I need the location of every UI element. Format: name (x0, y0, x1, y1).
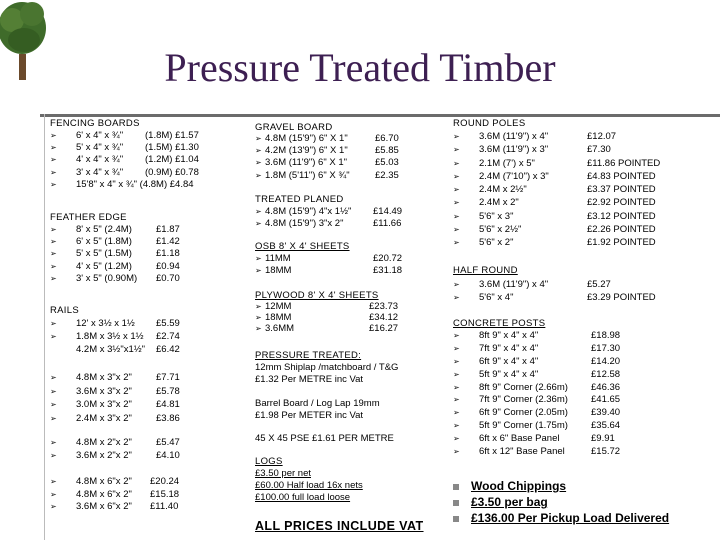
fencing-header: FENCING BOARDS (50, 118, 140, 129)
plywood-price: £23.73 (369, 301, 399, 312)
concrete-posts-size: 5ft 9" x 4" x 4" (479, 368, 539, 380)
feather-edge-price: £1.42 (156, 236, 180, 248)
rails-price: £20.24 (150, 476, 180, 487)
rails-row (50, 330, 240, 343)
bullet-arrow-icon: ➢ (453, 132, 460, 141)
bullet-arrow-icon: ➢ (50, 273, 57, 283)
rails-row (50, 343, 240, 356)
osb-header: OSB 8' X 4' SHEETS (255, 241, 350, 252)
feather-edge-row (50, 224, 225, 236)
gravel-board-row (255, 157, 445, 169)
feather-edge-row (50, 273, 225, 285)
rails-list-1 (50, 317, 240, 356)
half-round-list (453, 278, 718, 304)
bullet-arrow-icon: ➢ (50, 373, 57, 382)
concrete-posts-price: £41.65 (591, 394, 621, 406)
rails-size: 4.2M x 3½"x1½" (76, 344, 146, 355)
wood-chippings-text: £136.00 Per Pickup Load Delivered (471, 511, 670, 525)
round-poles-price: £3.37 POINTED (587, 184, 656, 196)
treated-planed-price: £11.66 (373, 218, 402, 230)
feather-edge-price: £0.70 (156, 272, 180, 284)
round-poles-price: £11.86 POINTED (587, 157, 661, 169)
plywood-price: £34.12 (369, 312, 399, 323)
square-bullet-icon (453, 500, 459, 506)
concrete-posts-size: 6ft x 6" Base Panel (479, 433, 560, 445)
round-poles-size: 3.6M (11'9") x 4" (479, 131, 549, 142)
osb-list (255, 253, 445, 277)
half-round-size: 5'6" x 4" (479, 292, 514, 303)
round-poles-size: 2.4M (7'10") x 3" (479, 170, 549, 182)
half-round-price: £3.29 POINTED (587, 292, 656, 303)
fencing-price: (1.5M) £1.30 (145, 142, 199, 154)
round-poles-price: £7.30 (587, 144, 611, 156)
title-divider (40, 114, 720, 117)
rails-price: £4.10 (156, 450, 180, 461)
concrete-posts-price: £15.72 (591, 446, 621, 458)
square-bullet-icon (453, 484, 459, 490)
wood-chippings-text: £3.50 per bag (471, 495, 548, 509)
feather-edge-size: 4' x 5" (1.2M) (76, 260, 132, 272)
rails-header: RAILS (50, 305, 79, 316)
logs-net-price: £3.50 per net (255, 468, 311, 479)
rails-price: £5.78 (156, 385, 180, 397)
concrete-posts-row (453, 330, 718, 343)
rails-row (50, 317, 240, 330)
concrete-posts-size: 6ft 9" Corner (2.05m) (479, 407, 568, 419)
gravel-board-size: 1.8M (5'11") 6" X ¾" (265, 169, 350, 181)
rails-size: 4.8M x 3"x 2" (76, 372, 132, 383)
bullet-arrow-icon: ➢ (453, 343, 460, 353)
osb-size: 18MM (265, 265, 292, 277)
round-poles-row (453, 223, 718, 236)
gravel-board-price: £2.35 (375, 169, 399, 181)
bullet-arrow-icon: ➢ (453, 369, 460, 379)
rails-row (50, 501, 240, 514)
page-title: Pressure Treated Timber (164, 45, 556, 90)
osb-price: £20.72 (373, 253, 403, 264)
osb-row (255, 265, 445, 277)
gravel-board-price: £5.85 (375, 145, 399, 157)
round-poles-size: 2.1M (7') x 5" (479, 157, 535, 169)
bullet-arrow-icon: ➢ (50, 400, 57, 409)
round-poles-list (453, 130, 718, 250)
logs-full-load: £100.00 full load loose (255, 492, 351, 503)
fencing-row (50, 154, 225, 166)
gravel-board-list (255, 133, 445, 182)
round-poles-price: £12.07 (587, 131, 617, 142)
fencing-size: 15'8" x 4" x ¾" (4.8M) £4.84 (76, 178, 194, 190)
rails-size: 12' x 3½ x 1½ (76, 318, 135, 329)
bullet-arrow-icon: ➢ (453, 158, 460, 168)
square-bullet-icon (453, 516, 459, 522)
barrel-board-line: Barrel Board / Log Lap 19mm (255, 398, 380, 409)
gravel-board-row (255, 170, 445, 182)
concrete-posts-size: 6ft x 12" Base Panel (479, 446, 565, 458)
logs-header: LOGS (255, 456, 283, 467)
rails-row (50, 398, 240, 412)
gravel-board-price: £5.03 (375, 157, 399, 169)
rails-size: 2.4M x 3"x 2" (76, 412, 132, 424)
rails-price: £11.40 (150, 501, 179, 512)
half-round-price: £5.27 (587, 279, 611, 290)
rails-price: £6.42 (156, 344, 180, 355)
concrete-posts-size: 7ft 9" x 4" x 4" (479, 342, 539, 354)
fencing-row (50, 179, 225, 191)
treated-planed-header: TREATED PLANED (255, 194, 344, 205)
wood-chippings-item (453, 494, 718, 510)
half-round-size: 3.6M (11'9") x 4" (479, 279, 549, 290)
fencing-price: (1.8M) £1.57 (145, 130, 199, 141)
feather-edge-size: 6' x 5" (1.8M) (76, 236, 132, 248)
bullet-arrow-icon: ➢ (255, 313, 262, 322)
feather-edge-price: £1.87 (156, 224, 180, 235)
feather-edge-row (50, 261, 225, 273)
bullet-arrow-icon: ➢ (453, 185, 460, 195)
round-poles-price: £2.26 POINTED (587, 224, 656, 236)
bullet-arrow-icon: ➢ (453, 198, 460, 208)
rails-list-4 (50, 476, 240, 514)
gravel-board-row (255, 145, 445, 157)
concrete-posts-row (453, 382, 718, 395)
treated-planed-row (255, 218, 445, 230)
bullet-arrow-icon: ➢ (453, 447, 460, 457)
fencing-size: 4' x 4" x ¾" (76, 154, 124, 166)
bullet-arrow-icon: ➢ (453, 145, 460, 155)
bullet-arrow-icon: ➢ (50, 413, 57, 423)
bullet-arrow-icon: ➢ (255, 134, 262, 143)
rails-size: 3.0M x 3"x 2" (76, 399, 132, 410)
fencing-row (50, 142, 225, 154)
round-poles-size: 5'6" x 2" (479, 237, 514, 249)
feather-edge-size: 8' x 5" (2.4M) (76, 224, 132, 235)
pse-line: 45 X 45 PSE £1.61 PER METRE (255, 433, 394, 444)
bullet-arrow-icon: ➢ (50, 332, 57, 341)
wood-chippings-list (453, 478, 718, 526)
bullet-arrow-icon: ➢ (453, 280, 460, 289)
concrete-posts-row (453, 420, 718, 433)
fencing-price: (0.9M) £0.78 (145, 166, 199, 178)
fencing-size: 5' x 4" x ¾" (76, 142, 124, 154)
bullet-arrow-icon: ➢ (50, 179, 57, 189)
osb-row (255, 253, 445, 265)
feather-edge-size: 3' x 5" (0.90M) (76, 272, 138, 284)
concrete-posts-row (453, 407, 718, 420)
round-poles-row (453, 183, 718, 196)
rails-list-3 (50, 436, 240, 462)
half-round-header: HALF ROUND (453, 265, 518, 276)
fencing-list (50, 130, 225, 191)
concrete-posts-price: £9.91 (591, 433, 615, 445)
bullet-arrow-icon: ➢ (453, 171, 460, 181)
round-poles-size: 2.4M x 2½" (479, 184, 527, 196)
rails-row (50, 385, 240, 399)
plywood-price: £16.27 (369, 323, 399, 334)
concrete-posts-price: £35.64 (591, 420, 621, 432)
round-poles-size: 2.4M x 2" (479, 197, 519, 209)
bullet-arrow-icon: ➢ (453, 421, 460, 431)
bullet-arrow-icon: ➢ (50, 143, 57, 153)
bullet-arrow-icon: ➢ (453, 238, 460, 248)
round-poles-size: 3.6M (11'9") x 3" (479, 144, 549, 156)
round-poles-row (453, 210, 718, 223)
bullet-arrow-icon: ➢ (453, 434, 460, 444)
concrete-posts-row (453, 369, 718, 382)
treated-planed-list (255, 206, 445, 230)
rails-price: £3.86 (156, 412, 180, 424)
rails-price: £2.74 (156, 331, 180, 342)
rails-size: 4.8M x 2"x 2" (76, 437, 132, 448)
concrete-posts-row (453, 343, 718, 356)
rails-size: 3.6M x 2"x 2" (76, 450, 132, 461)
bullet-arrow-icon: ➢ (50, 438, 57, 447)
bullet-arrow-icon: ➢ (453, 356, 460, 366)
concrete-posts-size: 8ft 9" x 4" x 4" (479, 330, 539, 341)
bullet-arrow-icon: ➢ (453, 395, 460, 405)
plywood-header: PLYWOOD 8' X 4' SHEETS (255, 290, 379, 301)
bullet-arrow-icon: ➢ (255, 266, 262, 276)
concrete-posts-price: £14.20 (591, 355, 621, 367)
bullet-arrow-icon: ➢ (50, 167, 57, 177)
gravel-board-size: 4.2M (13'9") 6" X 1" (265, 145, 348, 157)
concrete-posts-size: 7ft 9" Corner (2.36m) (479, 394, 568, 406)
bullet-arrow-icon: ➢ (255, 302, 262, 311)
round-poles-price: £1.92 POINTED (587, 237, 656, 249)
concrete-posts-price: £18.98 (591, 330, 621, 341)
round-poles-size: 5'6" x 2½" (479, 224, 522, 236)
bullet-arrow-icon: ➢ (453, 331, 460, 340)
round-poles-row (453, 130, 718, 143)
bullet-arrow-icon: ➢ (255, 219, 262, 229)
round-poles-row (453, 157, 718, 170)
concrete-posts-row (453, 433, 718, 446)
bullet-arrow-icon: ➢ (255, 254, 262, 263)
wood-chippings-item (453, 478, 718, 494)
bullet-arrow-icon: ➢ (50, 386, 57, 396)
rails-row (50, 449, 240, 462)
plywood-size: 12MM (265, 301, 292, 312)
plywood-row (255, 301, 445, 312)
concrete-posts-row (453, 356, 718, 369)
rails-row (50, 371, 240, 385)
osb-size: 11MM (265, 253, 291, 264)
half-round-row (453, 291, 718, 304)
treated-planed-size: 4.8M (15'9") 4"x 1½" (265, 206, 352, 217)
bullet-arrow-icon: ➢ (50, 225, 57, 234)
treated-planed-price: £14.49 (373, 206, 403, 217)
concrete-posts-list (453, 330, 718, 459)
bullet-arrow-icon: ➢ (453, 382, 460, 392)
barrel-board-price: £1.98 Per METER inc Vat (255, 410, 364, 421)
fencing-size: 3' x 4" x ¾" (76, 166, 124, 178)
concrete-posts-size: 5ft 9" Corner (1.75m) (479, 420, 568, 432)
rails-row (50, 436, 240, 449)
left-margin-line (44, 114, 45, 540)
rails-price: £7.71 (156, 372, 180, 383)
bullet-arrow-icon: ➢ (50, 451, 57, 460)
fencing-size: 6' x 4" x ¾" (76, 130, 124, 141)
plywood-list (255, 301, 445, 334)
feather-edge-row (50, 236, 225, 248)
treated-planed-row (255, 206, 445, 218)
bullet-arrow-icon: ➢ (50, 249, 57, 259)
concrete-posts-row (453, 446, 718, 459)
feather-edge-list (50, 224, 225, 285)
concrete-posts-price: £17.30 (591, 342, 621, 354)
bullet-arrow-icon: ➢ (50, 319, 57, 328)
round-poles-row (453, 170, 718, 183)
rails-size: 3.6M x 6"x 2" (76, 501, 132, 512)
fencing-price: (1.2M) £1.04 (145, 154, 199, 166)
feather-edge-row (50, 248, 225, 260)
rails-list-2 (50, 371, 240, 425)
gravel-board-price: £6.70 (375, 133, 399, 144)
plywood-row (255, 312, 445, 323)
plywood-size: 18MM (265, 312, 292, 323)
feather-edge-size: 5' x 5" (1.5M) (76, 248, 132, 260)
rails-row (50, 489, 240, 502)
osb-price: £31.18 (373, 265, 403, 277)
vat-note: ALL PRICES INCLUDE VAT (255, 519, 424, 533)
rails-row (50, 476, 240, 489)
rails-price: £4.81 (156, 399, 180, 410)
plywood-size: 3.6MM (265, 323, 295, 334)
rails-size: 4.8M x 6"x 2" (76, 476, 132, 487)
round-poles-price: £2.92 POINTED (587, 197, 656, 209)
concrete-posts-price: £46.36 (591, 381, 621, 393)
bullet-arrow-icon: ➢ (255, 170, 262, 180)
bullet-arrow-icon: ➢ (255, 324, 262, 333)
round-poles-row (453, 236, 718, 249)
feather-edge-price: £0.94 (156, 260, 180, 272)
concrete-posts-price: £39.40 (591, 407, 621, 419)
plywood-row (255, 323, 445, 334)
rails-size: 3.6M x 3"x 2" (76, 385, 132, 397)
bullet-arrow-icon: ➢ (50, 237, 57, 247)
gravel-board-size: 3.6M (11'9") 6" X 1" (265, 157, 347, 169)
round-poles-row (453, 143, 718, 156)
bullet-arrow-icon: ➢ (50, 261, 57, 271)
round-poles-row (453, 196, 718, 209)
rails-price: £5.47 (156, 437, 180, 448)
bullet-arrow-icon: ➢ (50, 477, 57, 486)
rails-size: 1.8M x 3½ x 1½ (76, 331, 144, 342)
treated-planed-size: 4.8M (15'9") 3"x 2" (265, 218, 344, 230)
bullet-arrow-icon: ➢ (50, 155, 57, 165)
bullet-arrow-icon: ➢ (453, 211, 460, 221)
round-poles-header: ROUND POLES (453, 118, 526, 129)
pressure-treated-header: PRESSURE TREATED: (255, 350, 362, 361)
fencing-row (50, 130, 225, 142)
half-round-row (453, 278, 718, 291)
rails-price: £5.59 (156, 318, 180, 329)
concrete-posts-price: £12.58 (591, 368, 621, 380)
feather-edge-price: £1.18 (156, 248, 180, 260)
rails-row (50, 412, 240, 426)
feather-edge-header: FEATHER EDGE (50, 212, 127, 223)
concrete-posts-header: CONCRETE POSTS (453, 318, 546, 329)
rails-price: £15.18 (150, 488, 180, 500)
bullet-arrow-icon: ➢ (453, 293, 460, 302)
round-poles-price: £4.83 POINTED (587, 170, 656, 182)
gravel-board-row (255, 133, 445, 145)
shiplap-price: £1.32 Per METRE inc Vat (255, 374, 364, 385)
logs-half-load: £60.00 Half load 16x nets (255, 480, 363, 491)
rails-size: 4.8M x 6"x 2" (76, 488, 132, 500)
round-poles-size: 5'6" x 3" (479, 210, 514, 222)
concrete-posts-row (453, 394, 718, 407)
wood-chippings-item (453, 510, 718, 526)
wood-chippings-text: Wood Chippings (471, 479, 567, 493)
gravel-board-size: 4.8M (15'9") 6" X 1" (265, 133, 348, 144)
round-poles-price: £3.12 POINTED (587, 210, 656, 222)
bullet-arrow-icon: ➢ (255, 207, 262, 216)
bullet-arrow-icon: ➢ (50, 131, 57, 140)
bullet-arrow-icon: ➢ (255, 158, 262, 168)
bullet-arrow-icon: ➢ (255, 146, 262, 156)
bullet-arrow-icon: ➢ (453, 408, 460, 418)
bullet-arrow-icon: ➢ (50, 502, 57, 511)
shiplap-line: 12mm Shiplap /matchboard / T&G (255, 362, 399, 373)
gravel-board-header: GRAVEL BOARD (255, 122, 333, 133)
bullet-arrow-icon: ➢ (50, 489, 57, 499)
fencing-row (50, 167, 225, 179)
bullet-arrow-icon: ➢ (453, 225, 460, 235)
concrete-posts-size: 8ft 9" Corner (2.66m) (479, 381, 568, 393)
concrete-posts-size: 6ft 9" x 4" x 4" (479, 355, 539, 367)
